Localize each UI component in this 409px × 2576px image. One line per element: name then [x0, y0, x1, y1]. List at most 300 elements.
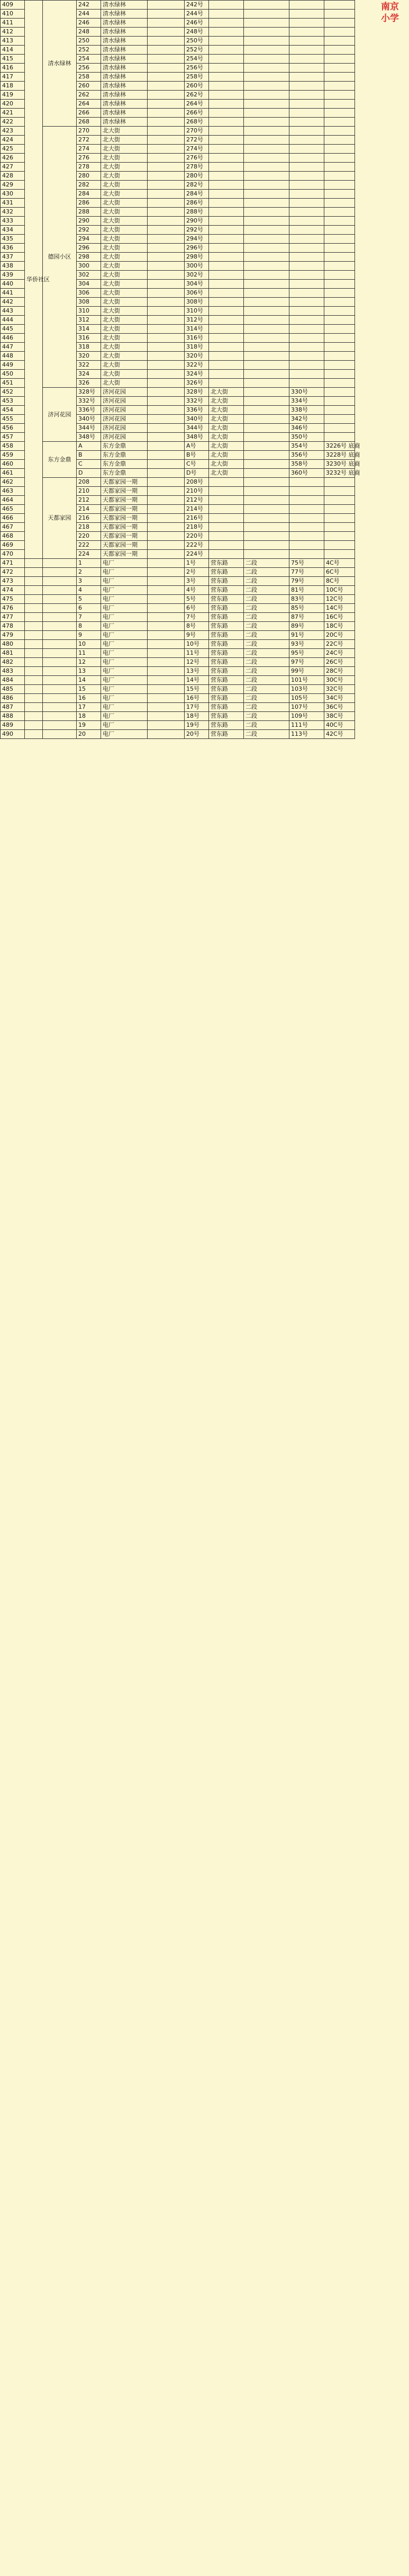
table-cell: 310号: [185, 307, 209, 316]
table-cell: 318: [77, 343, 101, 352]
table-cell: 75号: [289, 559, 324, 568]
table-cell: 332号: [77, 397, 101, 406]
table-cell: 268: [77, 118, 101, 127]
table-cell: 4号: [185, 586, 209, 595]
table-cell: 二段: [244, 649, 289, 658]
table-cell: 二段: [244, 685, 289, 694]
table-cell: [148, 10, 185, 19]
table-cell: [148, 172, 185, 181]
table-cell: 营东路: [209, 658, 244, 667]
row-number: 484: [1, 676, 25, 685]
table-cell: [148, 19, 185, 28]
table-row: [1, 604, 409, 613]
table-row: [1, 388, 409, 397]
table-cell: [289, 343, 324, 352]
table-cell: 288: [77, 208, 101, 217]
table-cell: [244, 550, 289, 559]
table-cell: [324, 19, 355, 28]
row-number: 421: [1, 109, 25, 118]
table-row: [1, 640, 409, 649]
community-name: [25, 694, 43, 703]
table-cell: 344号: [77, 424, 101, 433]
table-cell: 222号: [185, 541, 209, 550]
row-number: 446: [1, 334, 25, 343]
table-cell: 220: [77, 532, 101, 541]
row-number: 474: [1, 586, 25, 595]
table-cell: [209, 163, 244, 172]
table-cell: 338号: [289, 406, 324, 415]
table-cell: 北大街: [101, 379, 148, 388]
table-cell: [244, 361, 289, 370]
row-number: 481: [1, 649, 25, 658]
row-number: 424: [1, 136, 25, 145]
table-cell: [244, 442, 289, 451]
table-cell: 316: [77, 334, 101, 343]
table-cell: 276号: [185, 154, 209, 163]
table-cell: [244, 325, 289, 334]
table-cell: 二段: [244, 595, 289, 604]
row-number: 409: [1, 1, 25, 10]
table-cell: 营东路: [209, 703, 244, 712]
table-cell: [148, 442, 185, 451]
table-cell: [209, 199, 244, 208]
table-cell: [148, 388, 185, 397]
table-cell: 246号: [185, 19, 209, 28]
table-cell: 346号: [289, 424, 324, 433]
table-cell: [148, 397, 185, 406]
table-cell: 北大街: [209, 433, 244, 442]
row-number: 470: [1, 550, 25, 559]
table-cell: 清水绿林: [101, 46, 148, 55]
table-row: [1, 631, 409, 640]
table-cell: [148, 136, 185, 145]
table-cell: [324, 379, 355, 388]
table-cell: [148, 649, 185, 658]
table-cell: 北大街: [101, 208, 148, 217]
table-cell: 北大街: [101, 316, 148, 325]
table-cell: 79号: [289, 577, 324, 586]
table-cell: [148, 208, 185, 217]
table-cell: [244, 487, 289, 496]
table-cell: 北大街: [209, 451, 244, 460]
community-name: [25, 622, 43, 631]
row-number: 433: [1, 217, 25, 226]
table-cell: [244, 82, 289, 91]
table-cell: [244, 127, 289, 136]
table-cell: 二段: [244, 721, 289, 730]
table-cell: [209, 109, 244, 118]
table-cell: 东方金鼎: [101, 451, 148, 460]
table-cell: 210号: [185, 487, 209, 496]
table-cell: 220号: [185, 532, 209, 541]
table-cell: D号: [185, 469, 209, 478]
table-cell: [324, 541, 355, 550]
row-number: 413: [1, 37, 25, 46]
table-cell: 北大街: [101, 235, 148, 244]
table-cell: [324, 1, 355, 10]
table-cell: 电厂: [101, 640, 148, 649]
table-cell: 电厂: [101, 703, 148, 712]
table-cell: 10: [77, 640, 101, 649]
row-number: 432: [1, 208, 25, 217]
complex-name: [43, 568, 77, 577]
table-cell: [148, 721, 185, 730]
table-cell: [148, 154, 185, 163]
table-cell: 电厂: [101, 685, 148, 694]
table-cell: [209, 505, 244, 514]
table-cell: 85号: [289, 604, 324, 613]
table-cell: [209, 37, 244, 46]
table-cell: [244, 199, 289, 208]
table-cell: A号: [185, 442, 209, 451]
table-cell: [289, 55, 324, 64]
table-cell: 2: [77, 568, 101, 577]
row-number: 473: [1, 577, 25, 586]
table-cell: 北大街: [209, 397, 244, 406]
table-cell: [324, 181, 355, 190]
table-cell: 济河花园: [101, 406, 148, 415]
complex-name: [43, 685, 77, 694]
complex-name: [43, 667, 77, 676]
table-cell: 286号: [185, 199, 209, 208]
table-cell: 电厂: [101, 667, 148, 676]
table-cell: 营东路: [209, 730, 244, 739]
table-cell: 北大街: [101, 307, 148, 316]
row-number: 417: [1, 73, 25, 82]
table-cell: [324, 208, 355, 217]
table-cell: [289, 10, 324, 19]
table-cell: 302号: [185, 271, 209, 280]
table-cell: 322: [77, 361, 101, 370]
table-cell: 17号: [185, 703, 209, 712]
table-cell: 212: [77, 496, 101, 505]
community-name: [25, 559, 43, 568]
row-number: 452: [1, 388, 25, 397]
table-row: [1, 703, 409, 712]
table-cell: [244, 73, 289, 82]
table-row: [1, 127, 409, 136]
table-cell: [148, 109, 185, 118]
table-cell: [209, 100, 244, 109]
table-cell: 二段: [244, 667, 289, 676]
table-cell: [289, 523, 324, 532]
table-cell: [209, 262, 244, 271]
table-row: [1, 622, 409, 631]
table-cell: 电厂: [101, 631, 148, 640]
table-cell: 营东路: [209, 694, 244, 703]
table-cell: [324, 127, 355, 136]
stamp-line-2: 小学: [381, 13, 399, 24]
table-cell: 11: [77, 649, 101, 658]
table-cell: 20号: [185, 730, 209, 739]
table-cell: [324, 118, 355, 127]
table-cell: [148, 262, 185, 271]
table-cell: C号: [185, 460, 209, 469]
table-cell: [289, 271, 324, 280]
table-cell: 3232号 底商: [324, 469, 355, 478]
table-cell: 254: [77, 55, 101, 64]
row-number: 440: [1, 280, 25, 289]
complex-name: [43, 586, 77, 595]
row-number: 434: [1, 226, 25, 235]
table-cell: [244, 334, 289, 343]
table-cell: 5: [77, 595, 101, 604]
table-cell: [148, 55, 185, 64]
table-cell: [324, 172, 355, 181]
table-cell: 6号: [185, 604, 209, 613]
table-cell: 北大街: [101, 343, 148, 352]
row-number: 464: [1, 496, 25, 505]
table-cell: 210: [77, 487, 101, 496]
row-number: 436: [1, 244, 25, 253]
table-cell: 4C号: [324, 559, 355, 568]
table-cell: [209, 145, 244, 154]
table-cell: [209, 343, 244, 352]
table-cell: [209, 541, 244, 550]
table-cell: [324, 307, 355, 316]
table-row: [1, 586, 409, 595]
row-number: 449: [1, 361, 25, 370]
table-cell: [289, 46, 324, 55]
table-cell: [289, 145, 324, 154]
table-cell: 350号: [289, 433, 324, 442]
table-cell: [289, 136, 324, 145]
table-cell: [289, 82, 324, 91]
table-cell: [209, 379, 244, 388]
table-cell: 9号: [185, 631, 209, 640]
table-cell: 83号: [289, 595, 324, 604]
table-cell: 二段: [244, 568, 289, 577]
table-cell: [324, 496, 355, 505]
table-cell: 360号: [289, 469, 324, 478]
complex-name: [43, 640, 77, 649]
community-name: [25, 730, 43, 739]
community-name: [25, 640, 43, 649]
table-cell: [209, 226, 244, 235]
table-cell: 北大街: [101, 334, 148, 343]
table-cell: 电厂: [101, 613, 148, 622]
row-number: 463: [1, 487, 25, 496]
table-cell: 320号: [185, 352, 209, 361]
table-cell: 288号: [185, 208, 209, 217]
table-cell: 二段: [244, 640, 289, 649]
table-cell: 营东路: [209, 685, 244, 694]
table-cell: [244, 244, 289, 253]
table-cell: [148, 730, 185, 739]
table-cell: [148, 559, 185, 568]
table-cell: [148, 685, 185, 694]
table-cell: 111号: [289, 721, 324, 730]
table-cell: 278: [77, 163, 101, 172]
table-cell: 326号: [185, 379, 209, 388]
table-cell: 208: [77, 478, 101, 487]
table-cell: 109号: [289, 712, 324, 721]
row-number: 451: [1, 379, 25, 388]
row-number: 466: [1, 514, 25, 523]
community-name: [25, 658, 43, 667]
table-cell: [209, 172, 244, 181]
table-row: [1, 559, 409, 568]
table-cell: 电厂: [101, 676, 148, 685]
table-cell: 314: [77, 325, 101, 334]
table-cell: 清水绿林: [101, 82, 148, 91]
row-number: 468: [1, 532, 25, 541]
community-name: [25, 595, 43, 604]
row-number: 472: [1, 568, 25, 577]
table-cell: 284号: [185, 190, 209, 199]
table-cell: [209, 136, 244, 145]
table-cell: 266: [77, 109, 101, 118]
table-cell: [324, 217, 355, 226]
table-cell: 二段: [244, 730, 289, 739]
table-cell: 308号: [185, 298, 209, 307]
table-cell: 91号: [289, 631, 324, 640]
table-cell: [324, 289, 355, 298]
complex-name: 德园小区: [43, 127, 77, 388]
table-cell: [209, 190, 244, 199]
table-cell: 营东路: [209, 586, 244, 595]
complex-name: 天都家园: [43, 478, 77, 559]
table-cell: 营东路: [209, 613, 244, 622]
table-cell: 356号: [289, 451, 324, 460]
table-cell: [324, 406, 355, 415]
table-cell: [289, 487, 324, 496]
table-cell: [244, 55, 289, 64]
table-cell: 清水绿林: [101, 10, 148, 19]
table-cell: 244: [77, 10, 101, 19]
table-cell: [324, 325, 355, 334]
table-cell: B号: [185, 451, 209, 460]
table-cell: [148, 523, 185, 532]
table-cell: 营东路: [209, 577, 244, 586]
table-cell: [289, 253, 324, 262]
table-cell: [289, 361, 324, 370]
table-cell: 77号: [289, 568, 324, 577]
table-cell: [244, 352, 289, 361]
table-cell: 292号: [185, 226, 209, 235]
table-cell: 北大街: [101, 136, 148, 145]
table-cell: 272: [77, 136, 101, 145]
table-cell: [289, 496, 324, 505]
table-cell: 103号: [289, 685, 324, 694]
table-cell: 14号: [185, 676, 209, 685]
table-cell: [324, 190, 355, 199]
table-cell: 天都家园一期: [101, 505, 148, 514]
table-cell: [289, 226, 324, 235]
table-cell: [324, 343, 355, 352]
table-cell: [289, 541, 324, 550]
table-cell: [148, 604, 185, 613]
table-cell: [324, 100, 355, 109]
row-number: 467: [1, 523, 25, 532]
table-cell: 电厂: [101, 712, 148, 721]
table-cell: 242号: [185, 1, 209, 10]
table-cell: [289, 307, 324, 316]
table-cell: [209, 1, 244, 10]
table-cell: 252号: [185, 46, 209, 55]
table-cell: 北大街: [101, 145, 148, 154]
table-cell: 二段: [244, 613, 289, 622]
table-cell: 北大街: [101, 262, 148, 271]
community-name: [25, 703, 43, 712]
table-cell: 208号: [185, 478, 209, 487]
table-cell: [244, 280, 289, 289]
table-cell: [148, 190, 185, 199]
table-cell: [289, 217, 324, 226]
table-cell: [289, 316, 324, 325]
table-cell: 310: [77, 307, 101, 316]
table-cell: 30C号: [324, 676, 355, 685]
table-cell: [148, 406, 185, 415]
table-cell: [324, 316, 355, 325]
table-cell: [244, 469, 289, 478]
complex-name: [43, 730, 77, 739]
row-number: 412: [1, 28, 25, 37]
complex-name: [43, 559, 77, 568]
table-cell: 93号: [289, 640, 324, 649]
complex-name: 东方金鼎: [43, 442, 77, 478]
table-cell: 246: [77, 19, 101, 28]
table-cell: [244, 145, 289, 154]
table-cell: 224号: [185, 550, 209, 559]
table-cell: [289, 478, 324, 487]
table-cell: [324, 154, 355, 163]
row-number: 410: [1, 10, 25, 19]
row-number: 418: [1, 82, 25, 91]
table-cell: C: [77, 460, 101, 469]
table-cell: 13号: [185, 667, 209, 676]
row-number: 428: [1, 172, 25, 181]
table-cell: [148, 676, 185, 685]
table-cell: 济河花园: [101, 424, 148, 433]
table-cell: [244, 523, 289, 532]
table-cell: 6C号: [324, 568, 355, 577]
table-cell: 95号: [289, 649, 324, 658]
table-cell: [289, 28, 324, 37]
table-cell: [148, 298, 185, 307]
table-cell: 306号: [185, 289, 209, 298]
row-number: 483: [1, 667, 25, 676]
table-cell: 248号: [185, 28, 209, 37]
table-cell: 304号: [185, 280, 209, 289]
community-name: [25, 721, 43, 730]
table-cell: [209, 127, 244, 136]
table-cell: 10C号: [324, 586, 355, 595]
table-cell: [244, 406, 289, 415]
table-cell: [289, 235, 324, 244]
table-cell: [148, 658, 185, 667]
row-number: 411: [1, 19, 25, 28]
table-cell: 天都家园一期: [101, 478, 148, 487]
table-cell: 87号: [289, 613, 324, 622]
table-cell: 7号: [185, 613, 209, 622]
table-cell: [289, 334, 324, 343]
table-cell: D: [77, 469, 101, 478]
table-cell: [244, 379, 289, 388]
table-cell: [148, 505, 185, 514]
table-cell: [148, 550, 185, 559]
row-number: 427: [1, 163, 25, 172]
table-cell: 6: [77, 604, 101, 613]
table-cell: [324, 424, 355, 433]
table-cell: 3226号 底商: [324, 442, 355, 451]
row-number: 435: [1, 235, 25, 244]
table-cell: 292: [77, 226, 101, 235]
community-name: [25, 712, 43, 721]
table-cell: [244, 424, 289, 433]
table-cell: [148, 316, 185, 325]
table-cell: [289, 505, 324, 514]
